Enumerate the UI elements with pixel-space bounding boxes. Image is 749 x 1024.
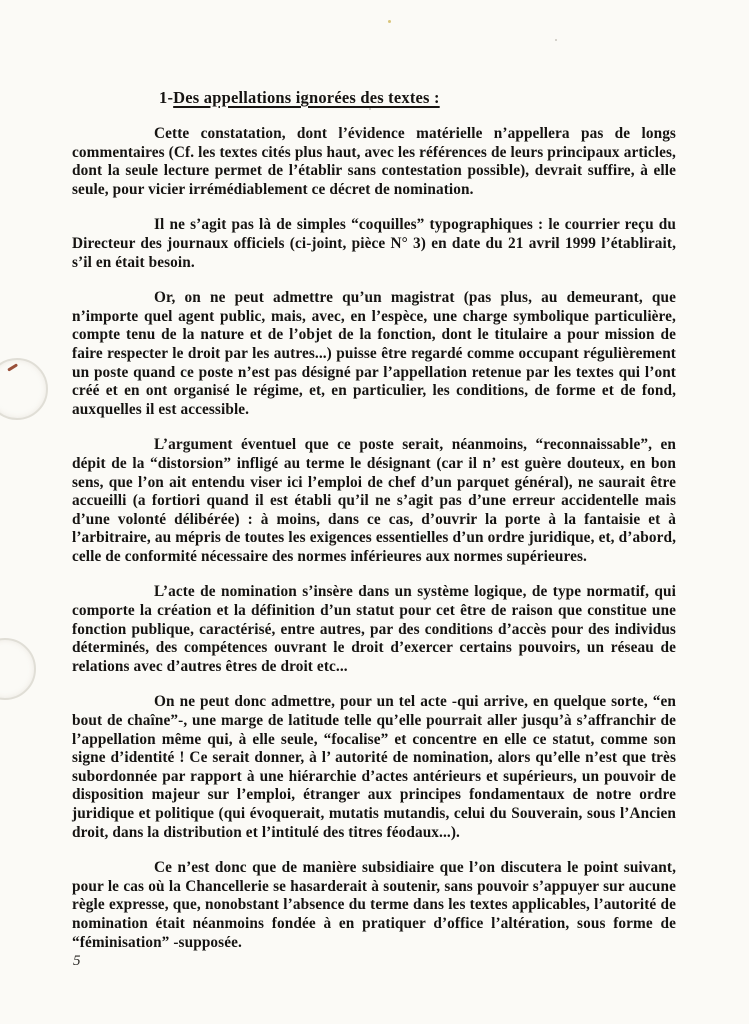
- paragraph: Or, on ne peut admettre qu’un magistrat (pas plus, au demeurant, que n’importe quel agent public, mais, avec, en l’espèce, une charge symbolique particulière, compte tenu de la nature et de l’objet de la fonction, dont le titulaire a pour mission de faire respecter le droit par les autres...) puisse être regardé comme occupant régulièrement un poste quand ce poste n’est pas désigné par l’appellation retenue par les textes qui l’ont créé et en ont organisé le régime, et, en particulier, les conditions, de forme et de fond, auxquelles il est accessible.: [72, 289, 676, 418]
- section-title: Des appellations ignorées des textes :: [173, 88, 440, 107]
- page-number: 5: [73, 953, 81, 969]
- section-heading: [159, 88, 676, 108]
- scan-speck: [555, 39, 557, 41]
- hole-punch-shadow: [0, 358, 48, 420]
- document-body: [72, 88, 676, 969]
- hole-punch-shadow: [0, 638, 36, 700]
- scan-speck: [388, 20, 391, 23]
- paragraph: On ne peut donc admettre, pour un tel acte -qui arrive, en quelque sorte, “en bout de chaîne”-, une marge de latitude telle qu’elle pourrait aller jusqu’à s’affranchir de l’appellation même qui, à elle seule, “focalise” et concentre en elle ce statut, comme son signe d’identité ! Ce serait donner, à l’ autorité de nomination, alors qu’elle n’est que très subordonnée par rapport à une hiérarchie d’actes antérieurs et supérieurs, un pouvoir de disposition majeur sur l’emploi, étranger aux principes fondamentaux de notre ordre juridique et politique (qui évoquerait, mutatis mutandis, celui du Souverain, sous l’Ancien droit, dans la distribution et l’intitulé des titres féodaux...).: [72, 693, 676, 841]
- section-number: 1-: [159, 88, 174, 107]
- paragraph: Il ne s’agit pas là de simples “coquilles” typographiques : le courrier reçu du Directeur des journaux officiels (ci-joint, pièce N° 3) en date du 21 avril 1999 l’établirait, s’il en était besoin.: [72, 216, 676, 271]
- paragraph: L’acte de nomination s’insère dans un système logique, de type normatif, qui comporte la création et la définition d’un statut pour cet être de raison que constitue une fonction publique, caractérisé, entre autres, par des conditions d’accès pour des individus déterminés, des compétences ouvrant le droit d’exercer certains pouvoirs, un réseau de relations avec d’autres êtres de droit etc...: [72, 583, 676, 675]
- paragraph: Cette constatation, dont l’évidence matérielle n’appellera pas de longs commentaires (Cf. les textes cités plus haut, avec les références de leurs principaux articles, dont la seule lecture permet de l’établir sans contestation possible), devrait suffire, à elle seule, pour vicier irrémédiablement ce décret de nomination.: [72, 125, 676, 198]
- paragraph: L’argument éventuel que ce poste serait, néanmoins, “reconnaissable”, en dépit de la “distorsion” infligé au terme le désignant (car il n’ est guère douteux, en bon sens, que l’on ait entendu viser ici l’emploi de chef d’un parquet général), ne saurait être accueilli (a fortiori quand il est établi qu’il ne s’agit pas d’une erreur accidentelle mais d’une volonté délibérée) : à moins, dans ce cas, d’ouvrir la porte à la fantaisie et à l’arbitraire, au mépris de toutes les exigences essentielles d’un ordre juridique, et, d’abord, celle de conformité nécessaire des normes inférieures aux normes supérieures.: [72, 436, 676, 565]
- paragraph: Ce n’est donc que de manière subsidiaire que l’on discutera le point suivant, pour le cas où la Chancellerie se hasarderait à soutenir, sans pouvoir s’appuyer sur aucune règle expresse, que, nonobstant l’absence du terme dans les textes applicables, l’autorité de nomination était néanmoins fondée à en pratiquer d’office l’altération, sous forme de “féminisation” -supposée.: [72, 859, 676, 951]
